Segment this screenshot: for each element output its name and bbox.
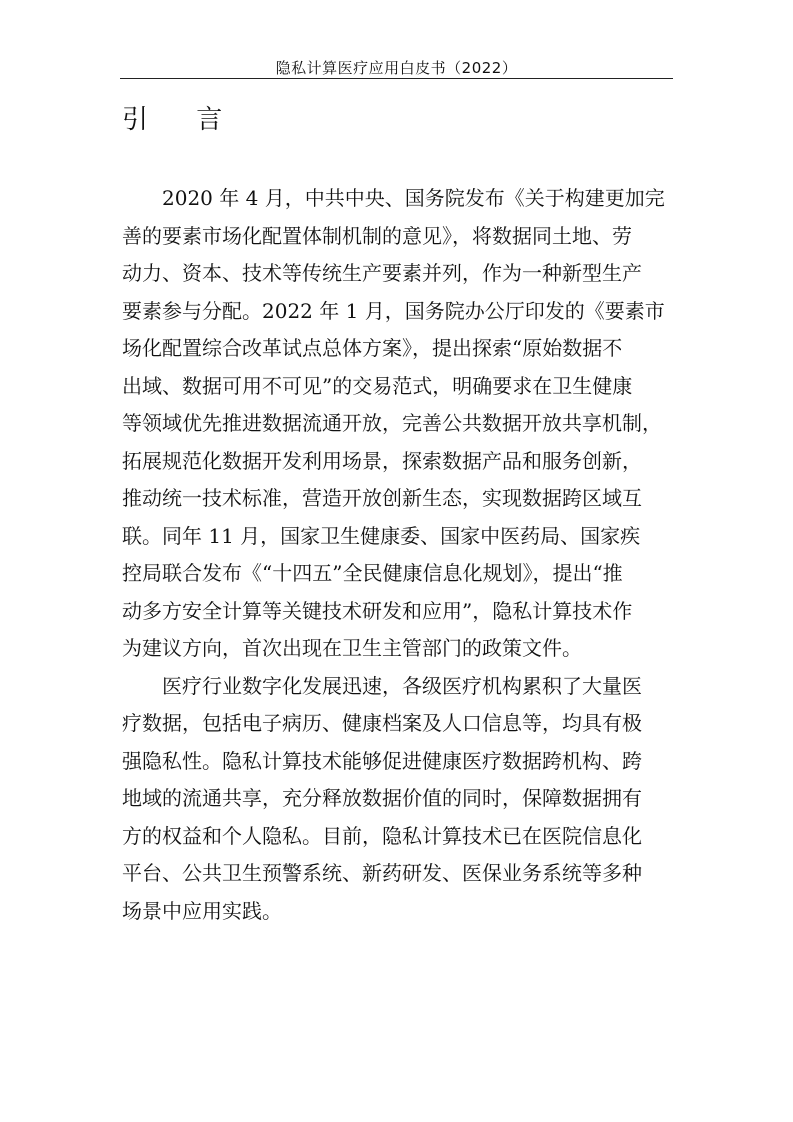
text-line: 动多方安全计算等关键技术研发和应用”，隐私计算技术作 (122, 598, 633, 623)
text-line: 等领域优先推进数据流通开放，完善公共数据开放共享机制， (122, 411, 662, 435)
text-line: 地域的流通共享，充分释放数据价值的同时，保障数据拥有 (122, 786, 642, 810)
text-line: 联。同年 11 月，国家卫生健康委、国家中医药局、国家疾 (122, 523, 641, 548)
text-line: 要素参与分配。2022 年 1 月，国务院办公厅印发的《要素市 (122, 298, 665, 323)
text-line: 疗数据，包括电子病历、健康档案及人口信息等，均具有极 (122, 711, 642, 735)
text-line: 场景中应用实践。 (122, 898, 282, 923)
text-line: 平台、公共卫生预警系统、新药研发、医保业务系统等多种 (122, 861, 642, 885)
text-line: 推动统一技术标准，营造开放创新生态，实现数据跨区域互 (122, 486, 642, 510)
text-line: 2020 年 4 月，中共中央、国务院发布《关于构建更加完 (162, 186, 665, 210)
text-line: 强隐私性。隐私计算技术能够促进健康医疗数据跨机构、跨 (122, 748, 642, 773)
paragraph-medical (122, 668, 682, 931)
text-line: 场化配置综合改革试点总体方案》，提出探索“原始数据不 (122, 336, 623, 360)
paragraph-policy (122, 180, 682, 668)
text-line: 为建议方向，首次出现在卫生主管部门的政策文件。 (122, 636, 582, 660)
text-line: 动力、资本、技术等传统生产要素并列，作为一种新型生产 (122, 261, 642, 285)
header-divider (120, 78, 673, 79)
text-line: 方的权益和个人隐私。目前，隐私计算技术已在医院信息化 (122, 823, 642, 848)
body-text (122, 180, 682, 930)
section-title: 引 言 (122, 105, 243, 135)
running-header: 隐私计算医疗应用白皮书（2022） (275, 59, 518, 77)
text-line: 拓展规范化数据开发利用场景，探索数据产品和服务创新， (122, 448, 642, 473)
text-line: 医疗行业数字化发展迅速，各级医疗机构累积了大量医 (162, 673, 642, 698)
text-line: 控局联合发布《“十四五”全民健康信息化规划》，提出“推 (122, 561, 623, 585)
text-line: 善的要素市场化配置体制机制的意见》，将数据同土地、劳 (122, 223, 632, 248)
text-line: 出域、数据可用不可见”的交易范式，明确要求在卫生健康 (122, 373, 633, 398)
